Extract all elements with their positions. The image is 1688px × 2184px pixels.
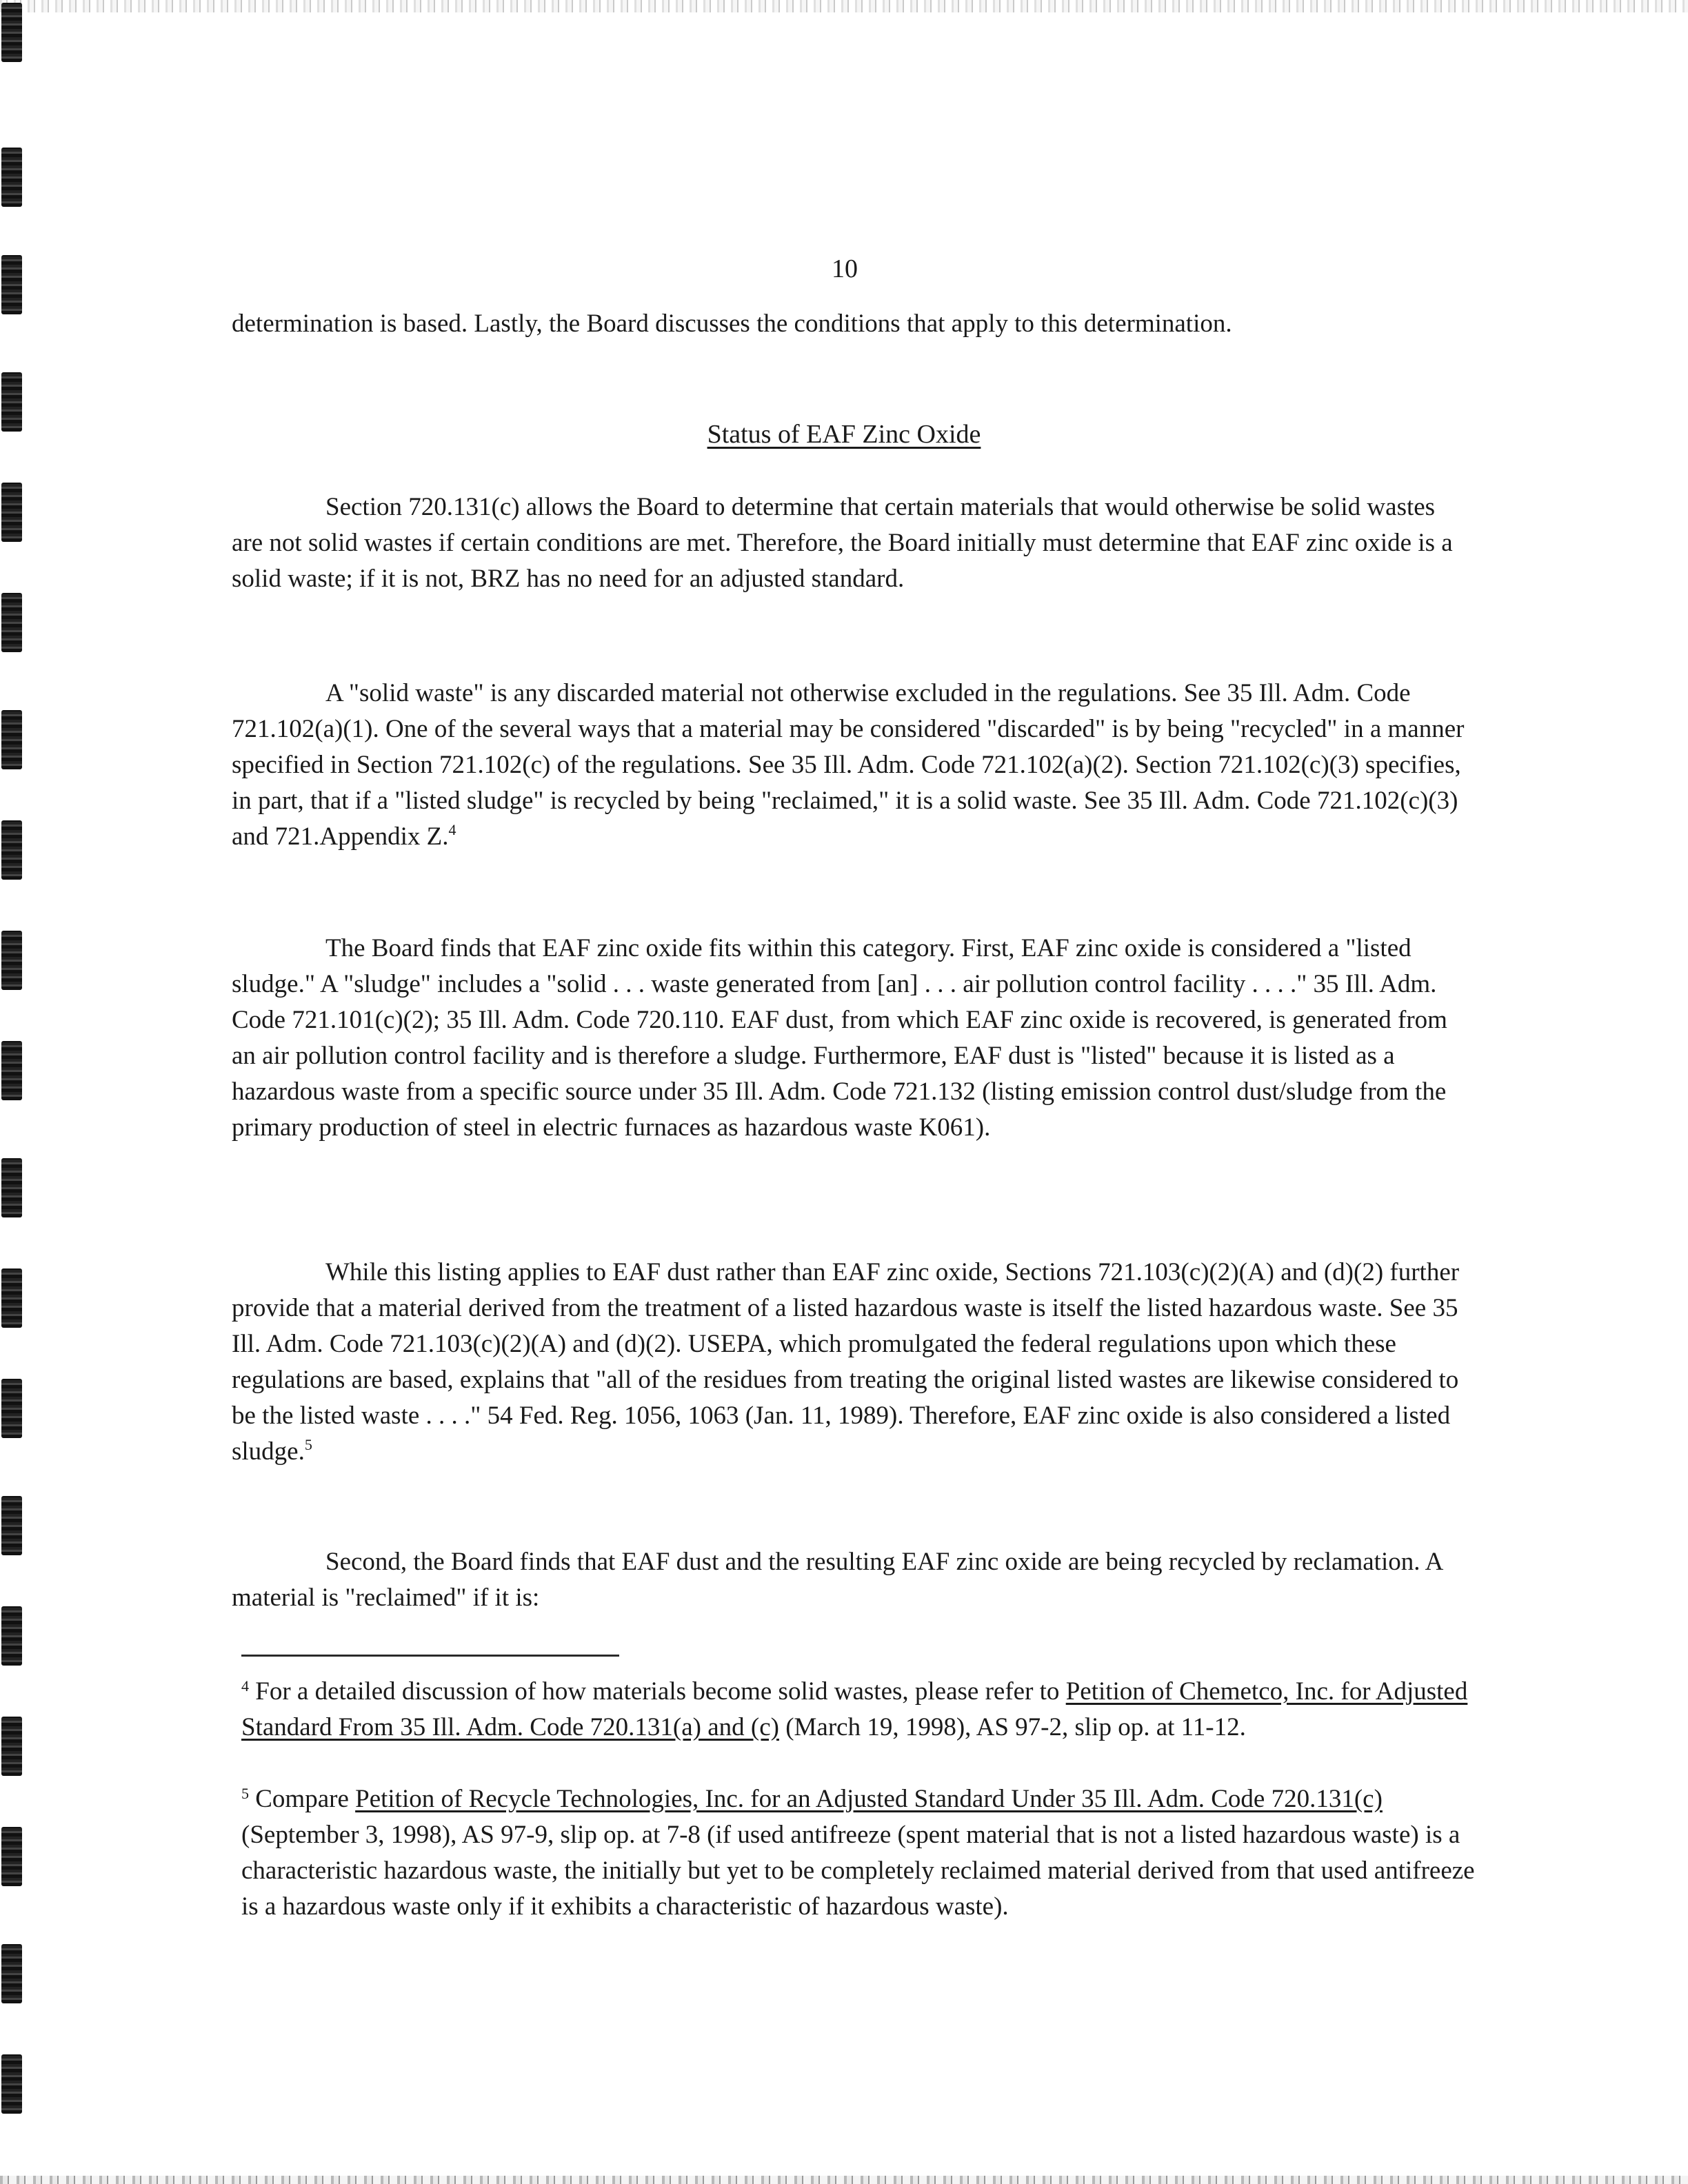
- binder-hole-mark: [1, 483, 22, 542]
- binder-hole-mark: [1, 1496, 22, 1555]
- binder-hole-mark: [1, 1717, 22, 1776]
- footnote-mark: 4: [241, 1677, 249, 1695]
- binder-hole-mark: [1, 1944, 22, 2003]
- paragraph-text: Second, the Board finds that EAF dust and the resulting EAF zinc oxide are being recycled by reclamation. A material is "reclaimed" if it is:: [232, 1548, 1443, 1612]
- binder-hole-mark: [1, 1268, 22, 1328]
- footnote-reference-4: 4: [448, 821, 456, 838]
- binder-hole-mark: [1, 1041, 22, 1100]
- footnote-5: [241, 1781, 1476, 1925]
- binder-hole-mark: [1, 3, 22, 62]
- case-citation: Petition of Recycle Technologies, Inc. for an Adjusted Standard Under 35 Ill. Adm. Code 720.131(c): [355, 1785, 1383, 1813]
- section-heading-text: Status of EAF Zinc Oxide: [707, 420, 981, 449]
- intro-text: determination is based. Lastly, the Board discusses the conditions that apply to this determination.: [232, 310, 1232, 338]
- paragraph-text: While this listing applies to EAF dust rather than EAF zinc oxide, Sections 721.103(c)(2)(A) and (d)(2) further provide that a material derived from the treatment of a listed hazardous waste is itself the listed hazardous waste. See 35 Ill. Adm. Code 721.103(c)(2)(A) and (d)(2). USEPA, which promulgated the federal regulations upon which these regulations are based, explains that "all of the residues from treating the original listed wastes are likewise considered to be the listed waste . . . ." 54 Fed. Reg. 1056, 1063 (Jan. 11, 1989). Therefore, EAF zinc oxide is also considered a listed sludge.: [232, 1258, 1460, 1466]
- paragraph-section-720-131: [232, 489, 1466, 597]
- footnote-4: [241, 1674, 1476, 1746]
- footnote-text: (March 19, 1998), AS 97-2, slip op. at 11-12.: [778, 1713, 1246, 1741]
- binder-hole-mark: [1, 1379, 22, 1438]
- binder-hole-mark: [1, 820, 22, 880]
- paragraph-text: Section 720.131(c) allows the Board to determine that certain materials that would otherwise be solid wastes are not solid wastes if certain conditions are met. Therefore, the Board initially must determine that EAF zinc oxide is a solid waste; if it is not, BRZ has no need for an adjusted standard.: [232, 493, 1453, 593]
- binder-hole-mark: [1, 1827, 22, 1886]
- section-heading: [0, 416, 1688, 452]
- binder-hole-mark: [1, 2054, 22, 2114]
- paragraph-reclamation: [232, 1544, 1466, 1616]
- footnote-mark: 5: [241, 1785, 249, 1802]
- footnote-divider: [241, 1655, 619, 1657]
- intro-paragraph: [232, 306, 1466, 342]
- paragraph-listed-sludge: [232, 931, 1466, 1146]
- binder-hole-mark: [1, 593, 22, 652]
- binder-hole-marks: [0, 0, 28, 2184]
- binder-hole-mark: [1, 148, 22, 207]
- case-citation: Petition of Chemetco, Inc. for Adjusted Standard From 35 Ill. Adm. Code 720.131(a) and (c): [241, 1677, 1468, 1741]
- scan-edge-bottom: [0, 2176, 1688, 2184]
- footnote-text: Compare: [255, 1785, 356, 1813]
- footnote-text: (September 3, 1998), AS 97-9, slip op. at 7-8 (if used antifreeze (spent material that is not a listed hazardous waste) is a characteristic hazardous waste, the initially but yet to be completely reclaimed material derived from that used antifreeze is a hazardous waste only if it exhibits a characteristic of hazardous waste).: [241, 1821, 1475, 1921]
- binder-hole-mark: [1, 255, 22, 314]
- paragraph-text: The Board finds that EAF zinc oxide fits within this category. First, EAF zinc oxide is considered a "listed sludge." A "sludge" includes a "solid . . . waste generated from [an] . . . air pollution control facility . . . ." 35 Ill. Adm. Code 721.101(c)(2); 35 Ill. Adm. Code 720.110. EAF dust, from which EAF zinc oxide is recovered, is generated from an air pollution control facility and is therefore a sludge. Furthermore, EAF dust is "listed" because it is listed as a hazardous waste from a specific source under 35 Ill. Adm. Code 721.132 (listing emission control dust/sludge from the primary production of steel in electric furnaces as hazardous waste K061).: [232, 934, 1447, 1142]
- paragraph-derived-from-rule: [232, 1255, 1466, 1470]
- footnote-reference-5: 5: [304, 1436, 312, 1453]
- paragraph-solid-waste-definition: [232, 676, 1466, 855]
- paragraph-text: A "solid waste" is any discarded material not otherwise excluded in the regulations. See 35 Ill. Adm. Code 721.102(a)(1). One of the several ways that a material may be considered "discarded" is by being "recycled" in a manner specified in Section 721.102(c) of the regulations. See 35 Ill. Adm. Code 721.102(a)(2). Section 721.102(c)(3) specifies, in part, that if a "listed sludge" is recycled by being "reclaimed," it is a solid waste. See 35 Ill. Adm. Code 721.102(c)(3) and 721.Appendix Z.: [232, 679, 1465, 851]
- binder-hole-mark: [1, 1606, 22, 1666]
- binder-hole-mark: [1, 710, 22, 769]
- scan-edge-top: [0, 0, 1688, 12]
- binder-hole-mark: [1, 931, 22, 990]
- binder-hole-mark: [1, 1158, 22, 1217]
- footnote-text: For a detailed discussion of how materials become solid wastes, please refer to: [255, 1677, 1066, 1706]
- page-number: 10: [832, 254, 858, 283]
